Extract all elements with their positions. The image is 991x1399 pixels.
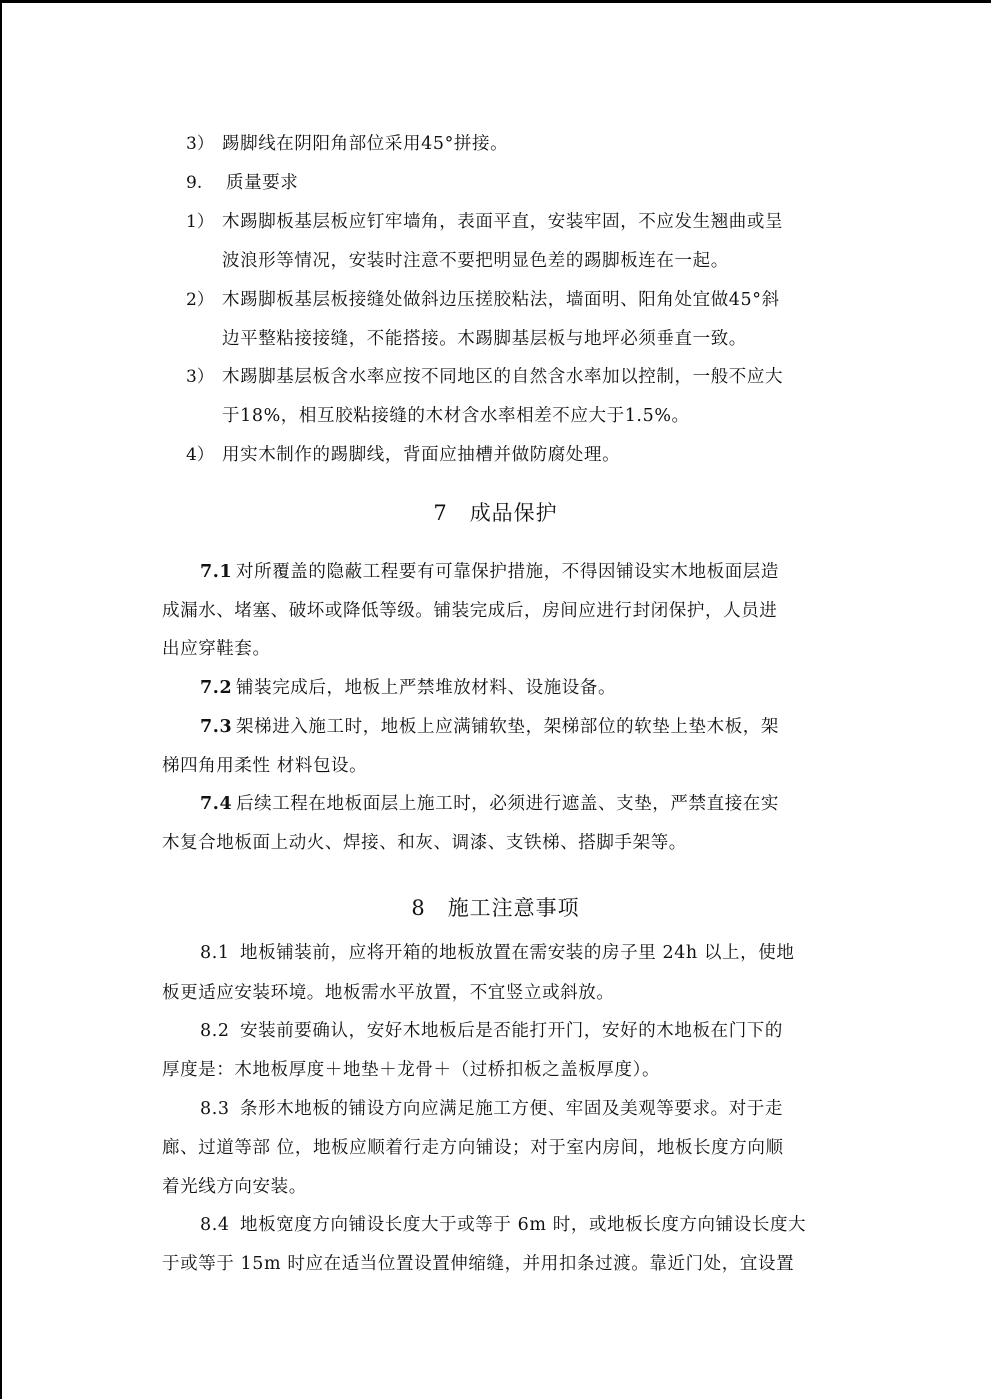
section-title: 成品保护: [469, 501, 558, 525]
paragraph-line: 板更适应安装环境。地板需水平放置，不宜竖立或斜放。: [162, 983, 615, 1003]
paragraph-line: 木复合地板面上动火、焊接、和灰、调漆、支铁梯、搭脚手架等。: [162, 833, 687, 853]
paragraph-line: 出应穿鞋套。: [162, 639, 271, 659]
paragraph-line: 条形木地板的铺设方向应满足施工方便、牢固及美观等要求。对于走: [240, 1099, 783, 1119]
page-left-border: [0, 0, 2, 1399]
list-item-text: 踢脚线在阴阳角部位采用45°拼接。: [222, 134, 509, 154]
paragraph-line: 对所覆盖的隐蔽工程要有可靠保护措施，不得因铺设实木地板面层造: [236, 562, 779, 582]
clause-number: 8.4: [200, 1215, 230, 1235]
list-number: 4）: [186, 445, 214, 465]
paragraph-line: 着光线方向安装。: [162, 1177, 307, 1197]
clause-number: 8.2: [200, 1021, 230, 1041]
list-item-text: 木踢脚基层板含水率应按不同地区的自然含水率加以控制，一般不应大: [222, 367, 784, 387]
paragraph-line: 于或等于 15m 时应在适当位置设置伸缩缝，并用扣条过渡。靠近门处，宜设置: [162, 1254, 795, 1274]
paragraph-line: 厚度是：木地板厚度＋地垫＋龙骨＋（过桥扣板之盖板厚度）。: [162, 1060, 661, 1080]
paragraph-line: 廊、过道等部 位，地板应顺着行走方向铺设；对于室内房间，地板长度方向顺: [162, 1138, 784, 1158]
subsection-title: 质量要求: [226, 173, 299, 193]
list-item-text: 波浪形等情况，安装时注意不要把明显色差的踢脚板连在一起。: [222, 251, 729, 271]
paragraph-line: 后续工程在地板面层上施工时，必须进行遮盖、支垫，严禁直接在实: [236, 794, 779, 814]
list-item-text: 用实木制作的踢脚线，背面应抽槽并做防腐处理。: [222, 445, 621, 465]
clause-number: 7.2: [200, 678, 233, 698]
paragraph-line: 架梯进入施工时，地板上应满铺软垫，架梯部位的软垫上垫木板，架: [236, 717, 779, 737]
clause-number: 7.4: [200, 794, 233, 814]
paragraph-line: 梯四角用柔性 材料包设。: [162, 756, 368, 776]
page-top-border: [0, 0, 991, 3]
list-item-text: 木踢脚板基层板应钉牢墙角，表面平直，安装牢固，不应发生翘曲或呈: [222, 212, 784, 232]
paragraph-line: 安装前要确认，安好木地板后是否能打开门，安好的木地板在门下的: [240, 1021, 783, 1041]
paragraph-line: 地板铺装前，应将开箱的地板放置在需安装的房子里 24h 以上，使地: [240, 943, 795, 963]
list-number: 2）: [186, 290, 214, 310]
clause-number: 8.1: [200, 943, 230, 963]
list-number: 3）: [186, 367, 214, 387]
list-item-text: 边平整粘接接缝，不能搭接。木踢脚基层板与地坪必须垂直一致。: [222, 329, 747, 349]
section-number: 8: [411, 896, 426, 920]
subsection-number: 9.: [186, 173, 203, 193]
list-number: 1）: [186, 212, 214, 232]
paragraph-line: 成漏水、堵塞、破坏或降低等级。铺装完成后，房间应进行封闭保护，人员进: [162, 601, 778, 621]
list-item-text: 于18%，相互胶粘接缝的木材含水率相差不应大于1.5%。: [222, 406, 690, 426]
clause-number: 7.3: [200, 717, 233, 737]
section-heading: [0, 500, 991, 526]
section-number: 7: [433, 501, 448, 525]
list-item-text: 木踢脚板基层板接缝处做斜边压搓胶粘法，墙面明、阳角处宜做45°斜: [222, 290, 780, 310]
paragraph-line: 地板宽度方向铺设长度大于或等于 6m 时，或地板长度方向铺设长度大: [240, 1215, 807, 1235]
list-number: 3）: [186, 134, 214, 154]
section-heading: [0, 895, 991, 921]
clause-number: 8.3: [200, 1099, 230, 1119]
section-title: 施工注意事项: [447, 896, 580, 920]
clause-number: 7.1: [200, 562, 233, 582]
paragraph-line: 铺装完成后，地板上严禁堆放材料、设施设备。: [236, 678, 617, 698]
